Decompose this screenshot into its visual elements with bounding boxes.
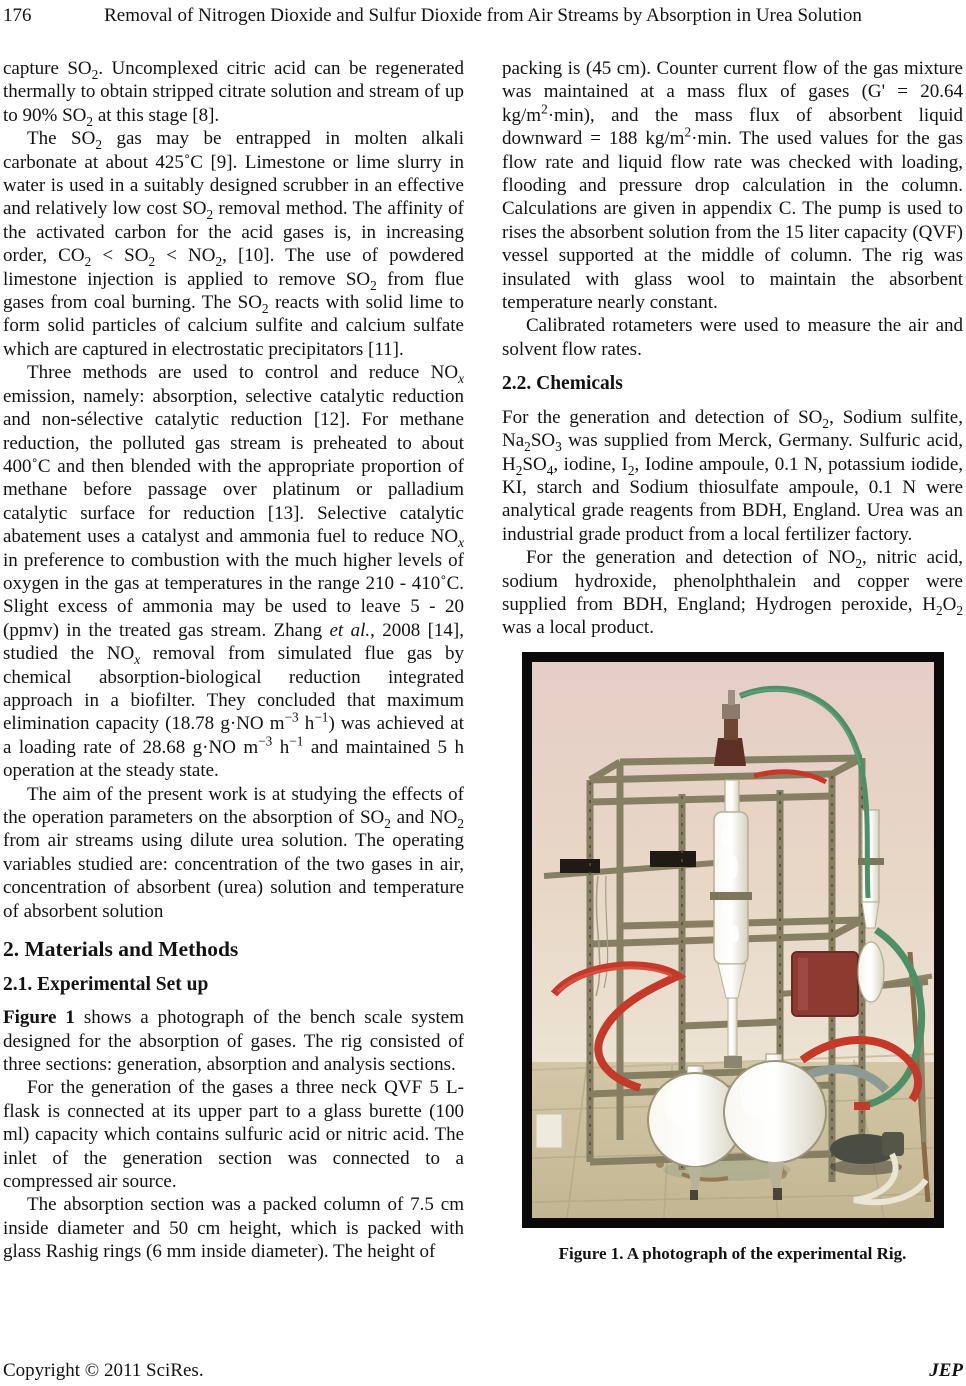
paragraph-packing: packing is (45 cm). Counter current flow of the gas mixture was maintained at a mass flux of gases (G' = 20.64 $kg/m^2\cdot\min$), and the mass flux of absorbent liquid downward = 188 $kg/m^2\cdot\min$. The used values for the gas flow rate and liquid flow rate was checked with loading, flooding and pressure drop calculation in the column. Calculations are given in appendix C. The pump is used to rises the absorbent solution from the 15 liter capacity (QVF) vessel supported at the middle of column. The rig was insulated with glass wool to maintain the absorbent temperature nearly constant. [502,58,963,314]
paragraph-molten-carbonate: The $SO_2$ gas may be entrapped in molten alkali carbonate at about 425˚C [9]. Limestone or lime slurry in water is used in a suitably designed scrubber in an effective and relatively low cost $SO_2$ removal method. The affinity of the activated carbon for the acid gases is, in increasing order, $CO_2 < SO_2 < NO_2$, [10]. The use of powdered limestone injection is applied to remove $SO_2$ from flue gases from coal burning. The $SO_2$ reacts with solid lime to form solid particles of calcium sulfite and calcium sulfate which are captured in electrostatic precipitators [11]. [3,128,465,360]
running-title: Removal of Nitrogen Dioxide and Sulfur Dioxide from Air Streams by Absorption in Urea Solution [104,5,862,26]
figure-caption: Figure 1. A photograph of the experimental Rig. [558,1243,907,1263]
section-heading-materials: 2. Materials and Methods [3,937,239,962]
left-column [3,57,464,1265]
paragraph-absorption-section: The absorption section was a packed column of 7.5 cm inside diameter and 50 cm height, which is packed with glass Rashig rings (6 mm inside diameter). The height of [3,1194,464,1263]
figure-1 [502,652,963,1265]
page-number: 176 [3,5,32,26]
paragraph-so2-chemicals: For the generation and detection of $SO_2$, Sodium sulfite, $Na_2SO_3$ was supplied from Merck, Germany. Sulfuric acid, $H_2SO_4$, iodine, $I_2$, Iodine ampoule, 0.1 N, potassium iodide, KI, starch and Sodium thiosulfate ampoule, 0.1 N were analytical grade reagents from BDH, England. Urea was an industrial grade product from a local fertilizer factory. [502,406,963,545]
figure-photo-frame [522,652,944,1228]
paragraph-no2-chemicals: For the generation and detection of $NO_2$, nitric acid, sodium hydroxide, phenolphthalein and copper were supplied from BDH, England; Hydrogen peroxide, $H_2O_2$ was a local product. [502,547,963,639]
paragraph-aim: The aim of the present work is at studying the effects of the operation parameters on the absorption of $SO_2$ and $NO_2$ from air streams using dilute urea solution. The operating variables studied are: concentration of the two gases in air, concentration of absorbent (urea) solution and temperature of absorbent solution [3,783,464,922]
journal-abbreviation: JEP [929,1360,963,1381]
paragraph-generation-section: For the generation of the gases a three neck QVF 5 L-flask is connected at its upper part to a glass burette (100 ml) capacity which contains sulfuric acid or nitric acid. The inlet of the generation section was connected to a compressed air source. [3,1077,464,1193]
subsection-heading-chemicals: 2.2. Chemicals [502,373,623,395]
paragraph-figure1-ref: Figure 1 shows a photograph of the bench scale system designed for the absorption of gases. The rig consisted of three sections: generation, absorption and analysis sections. [3,1007,464,1075]
subsection-heading-setup: 2.1. Experimental Set up [3,973,209,995]
two-column-body [3,57,963,1265]
experimental-rig-photo [532,662,934,1218]
paragraph-rotameters: Calibrated rotameters were used to measure the air and solvent flow rates. [502,315,963,360]
page-header [0,5,966,31]
paragraph-citric-acid: capture $SO_2$. Uncomplexed citric acid can be regenerated thermally to obtain stripped citrate solution and stream of up to 90% $SO_2$ at this stage [8]. [3,58,464,129]
page-footer [3,1360,963,1382]
paragraph-nox-methods: Three methods are used to control and reduce $NO_x$ emission, namely: absorption, selective catalytic reduction and non-sélective catalytic reduction [12]. For methane reduction, the polluted gas stream is preheated to about 400˚C and then blended with the appropriate proportion of methane before passage over platinum or palladium catalytic surface for reduction [13]. Selective catalytic abatement uses a catalyst and ammonia fuel to reduce $NO_x$ in preference to combustion with the much higher levels of oxygen in the gas at temperatures in the range 210 - 410˚C. Slight excess of ammonia may be used to leave 5 - 20 (ppmv) in the treated gas stream. Zhang et al., 2008 [14], studied the $NO_x$ removal from simulated flue gas by chemical absorption-biological reduction integrated approach in a biofilter. They concluded that maximum elimination capacity (18.78 g·NO $m^{-3}$ $h^{-1}$) was achieved at a loading rate of 28.68 g·NO $m^{-3}$ $h^{-1}$ and maintained 5 h operation at the steady state. [3,362,465,782]
right-column [502,57,963,1265]
copyright-text: Copyright © 2011 SciRes. [3,1360,204,1381]
